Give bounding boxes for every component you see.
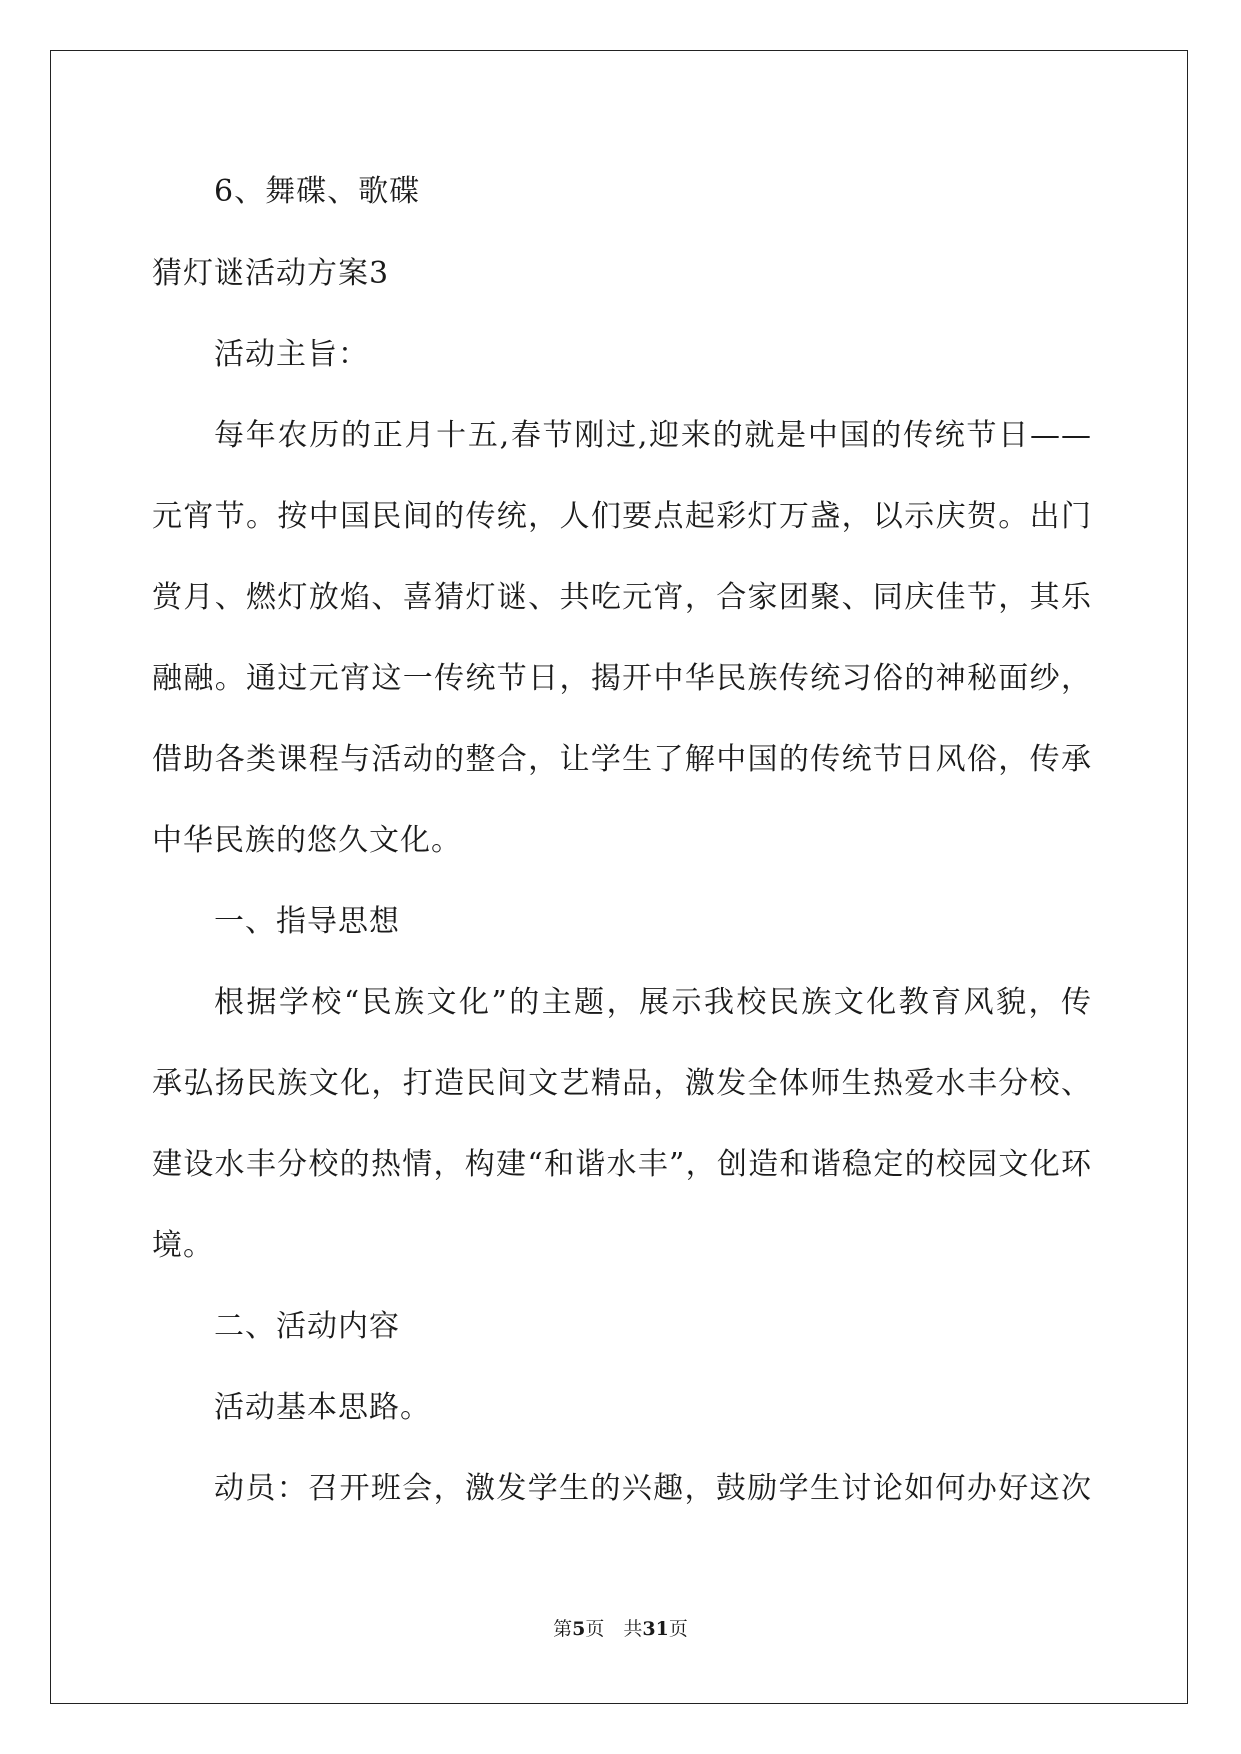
- paragraph-line: 活动基本思路。: [214, 1390, 431, 1425]
- footer-suffix: 页: [668, 1618, 688, 1640]
- page-border: [50, 50, 1188, 1704]
- paragraph-line: 融融。通过元宵这一传统节日，揭开中华民族传统习俗的神秘面纱，: [152, 661, 1092, 696]
- section-title: 猜灯谜活动方案3: [152, 256, 390, 291]
- paragraph-line: 中华民族的悠久文化。: [152, 823, 462, 858]
- paragraph-line: 动员：召开班会，激发学生的兴趣，鼓励学生讨论如何办好这次: [214, 1471, 1092, 1506]
- paragraph-line: 建设水丰分校的热情，构建“和谐水丰”，创造和谐稳定的校园文化环: [152, 1147, 1092, 1182]
- paragraph-line: 赏月、燃灯放焰、喜猜灯谜、共吃元宵，合家团聚、同庆佳节，其乐: [152, 580, 1092, 615]
- paragraph-line: 元宵节。按中国民间的传统，人们要点起彩灯万盏，以示庆贺。出门: [152, 499, 1092, 534]
- paragraph-line: 借助各类课程与活动的整合，让学生了解中国的传统节日风俗，传承: [152, 742, 1092, 777]
- current-page-number: 5: [572, 1618, 586, 1640]
- page-footer: [0, 1616, 1241, 1642]
- paragraph-line: 境。: [152, 1228, 214, 1263]
- footer-middle: 页 共: [585, 1618, 643, 1640]
- paragraph-line: 根据学校“民族文化”的主题，展示我校民族文化教育风貌，传: [214, 985, 1092, 1020]
- heading-guiding-ideology: 一、指导思想: [214, 904, 400, 939]
- total-page-number: 31: [642, 1618, 669, 1640]
- heading-purpose: 活动主旨：: [214, 337, 369, 372]
- list-item-6: 6、舞碟、歌碟: [214, 174, 421, 209]
- paragraph-line: 每年农历的正月十五,春节刚过,迎来的就是中国的传统节日——: [214, 418, 1092, 453]
- heading-activity-content: 二、活动内容: [214, 1309, 400, 1344]
- paragraph-line: 承弘扬民族文化，打造民间文艺精品，激发全体师生热爱水丰分校、: [152, 1066, 1092, 1101]
- footer-prefix: 第: [553, 1618, 573, 1640]
